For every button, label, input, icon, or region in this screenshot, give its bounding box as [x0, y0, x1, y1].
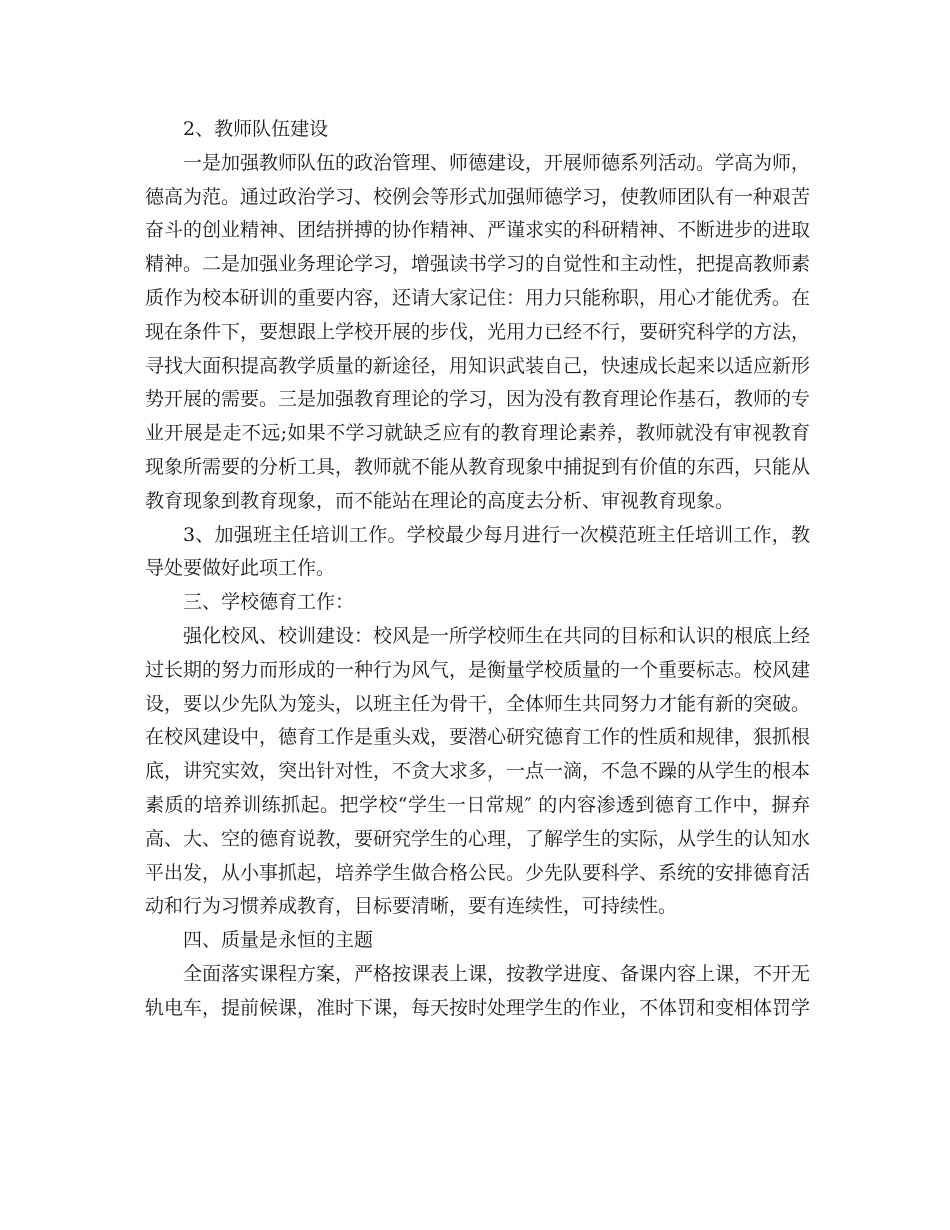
paragraph-school-spirit: 强化校风、校训建设：校风是一所学校师生在共同的目标和认识的根底上经过长期的努力而形成的一种行为风气，是衡量学校质量的一个重要标志。校风建设，要以少先队为笼头，以班主任为骨干，全体师生共同努力才能有新的突破。在校风建设中，德育工作是重头戏，要潜心研究德育工作的性质和规律，狠抓根底，讲究实效，突出针对性，不贪大求多，一点一滴，不急不躁的从学生的根本素质的培养训练抓起。把学校“学生一日常规″ 的内容渗透到德育工作中，摒弃高、大、空的德育说教，要研究学生的心理，了解学生的实际，从学生的认知水平出发，从小事抓起，培养学生做合格公民。少先队要科学、系统的安排德育活动和行为习惯养成教育，目标要清晰，要有连续性，可持续性。: [145, 624, 811, 918]
section-heading-moral-education: 三、学校德育工作：: [183, 591, 355, 614]
paragraph-class-teacher-training: 3、加强班主任培训工作。学校最少每月进行一次模范班主任培训工作，教导处要做好此项工作。: [145, 523, 810, 580]
paragraph-teacher-team-details: 一是加强教师队伍的政治管理、师德建设，开展师德系列活动。学高为师，德高为范。通过政治学习、校例会等形式加强师德学习，使教师团队有一种艰苦奋斗的创业精神、团结拼搏的协作精神、严谨求实的科研精神、不断进步的进取精神。二是加强业务理论学习，增强读书学习的自觉性和主动性，把提高教师素质作为校本研训的重要内容，还请大家记住：用力只能称职，用心才能优秀。在现在条件下，要想跟上学校开展的步伐，光用力已经不行，要研究科学的方法，寻找大面积提高教学质量的新途径，用知识武装自己，快速成长起来以适应新形势开展的需要。三是加强教育理论的学习，因为没有教育理论作基石，教师的专业开展是走不远;如果不学习就缺乏应有的教育理论素养，教师就没有审视教育现象所需要的分析工具，教师就不能从教育现象中捕捉到有价值的东西，只能从教育现象到教育现象，而不能站在理论的高度去分析、审视教育现象。: [145, 151, 811, 512]
document-body: [145, 113, 810, 1026]
section-heading-teacher-team: 2、教师队伍建设: [183, 118, 329, 140]
paragraph-curriculum: 全面落实课程方案，严格按课表上课，按教学进度、备课内容上课，不开无轨电车，提前候课，准时下课，每天按时处理学生的作业，不体罚和变相体罚学: [145, 962, 811, 1019]
section-heading-quality: 四、质量是永恒的主题: [183, 929, 374, 952]
